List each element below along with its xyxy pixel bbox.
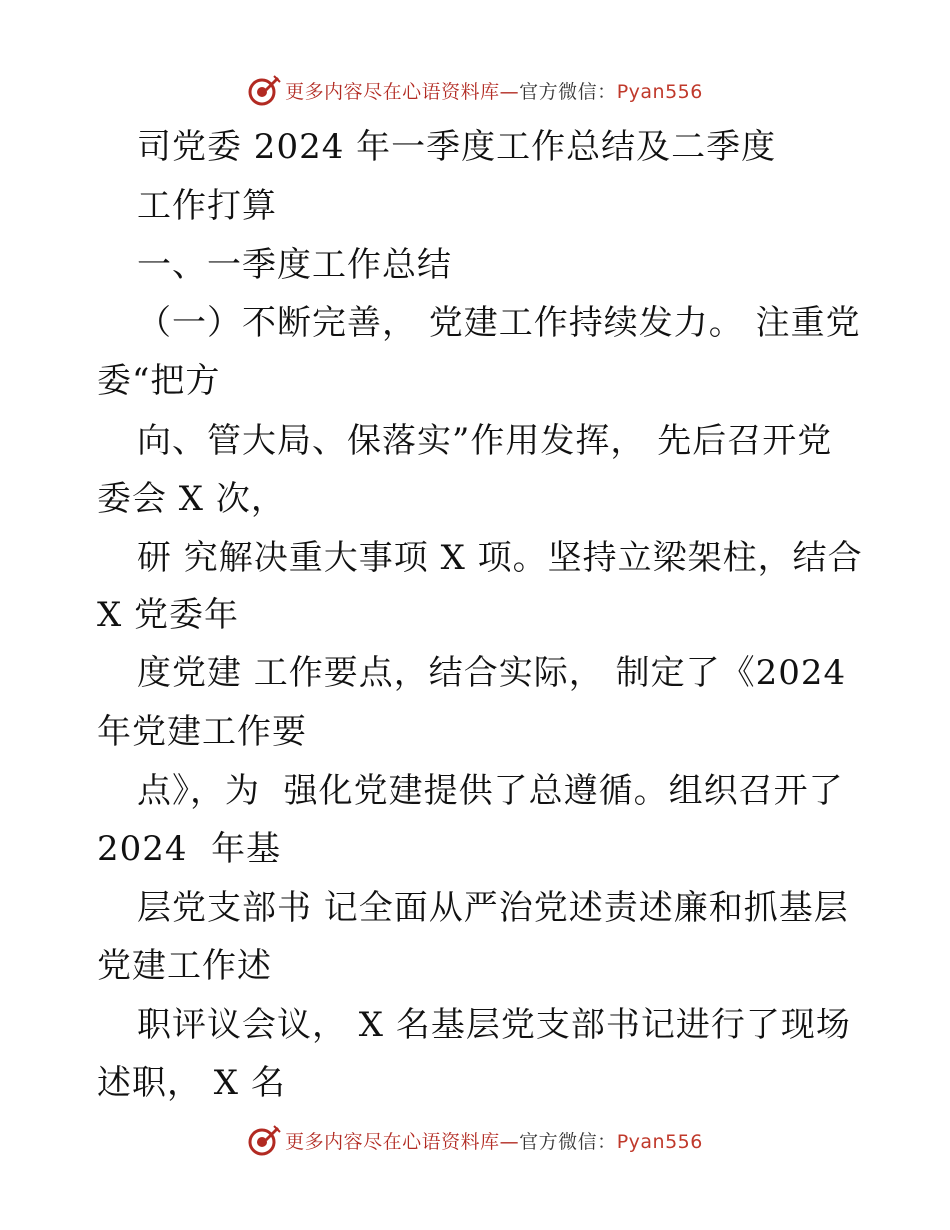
doc-title-line-1: 司党委 2024 年一季度工作总结及二季度: [137, 127, 777, 167]
paragraph-line: 2024 年基: [97, 829, 282, 869]
paragraph-line: 年党建工作要: [97, 712, 307, 752]
promo-text: 更多内容尽在心语资料库: [285, 1130, 500, 1153]
banner-dash: —: [499, 1130, 520, 1153]
paragraph-line: 委“把方: [97, 361, 221, 401]
section-heading: 一、一季度工作总结: [137, 245, 452, 285]
paragraph-line: 述职， X 名: [97, 1063, 286, 1103]
paragraph-line: 职评议会议， X 名基层党支部书记进行了现场: [137, 1005, 851, 1045]
wechat-id: Pyan556: [616, 80, 703, 103]
footer-banner: [0, 1120, 950, 1160]
paragraph-line: 向、管大局、保落实”作用发挥， 先后召开党: [137, 421, 833, 461]
paragraph-line: 层党支部书 记全面从严治党述责述廉和抓基层: [137, 888, 849, 928]
paragraph-line: 研 究解决重大事项 X 项。坚持立梁架柱，结合: [137, 538, 863, 578]
paragraph-line: 委会 X 次，: [97, 479, 286, 519]
wechat-label: 官方微信：: [519, 80, 617, 103]
paragraph-line: （一）不断完善， 党建工作持续发力。 注重党: [137, 303, 861, 343]
banner-dash: —: [499, 80, 520, 103]
wechat-id: Pyan556: [616, 1130, 703, 1153]
doc-title-line-2: 工作打算: [137, 186, 277, 226]
pen-seal-icon: [247, 1123, 281, 1157]
paragraph-line: 度党建 工作要点，结合实际， 制定了《2024: [137, 653, 847, 693]
paragraph-line: 点》，为 强化党建提供了总遵循。组织召开了: [137, 771, 844, 811]
paragraph-line: 党建工作述: [97, 946, 272, 986]
banner-text: [285, 1127, 703, 1154]
paragraph-line: X 党委年: [97, 595, 240, 635]
wechat-label: 官方微信：: [519, 1130, 617, 1153]
promo-text: 更多内容尽在心语资料库: [285, 80, 500, 103]
